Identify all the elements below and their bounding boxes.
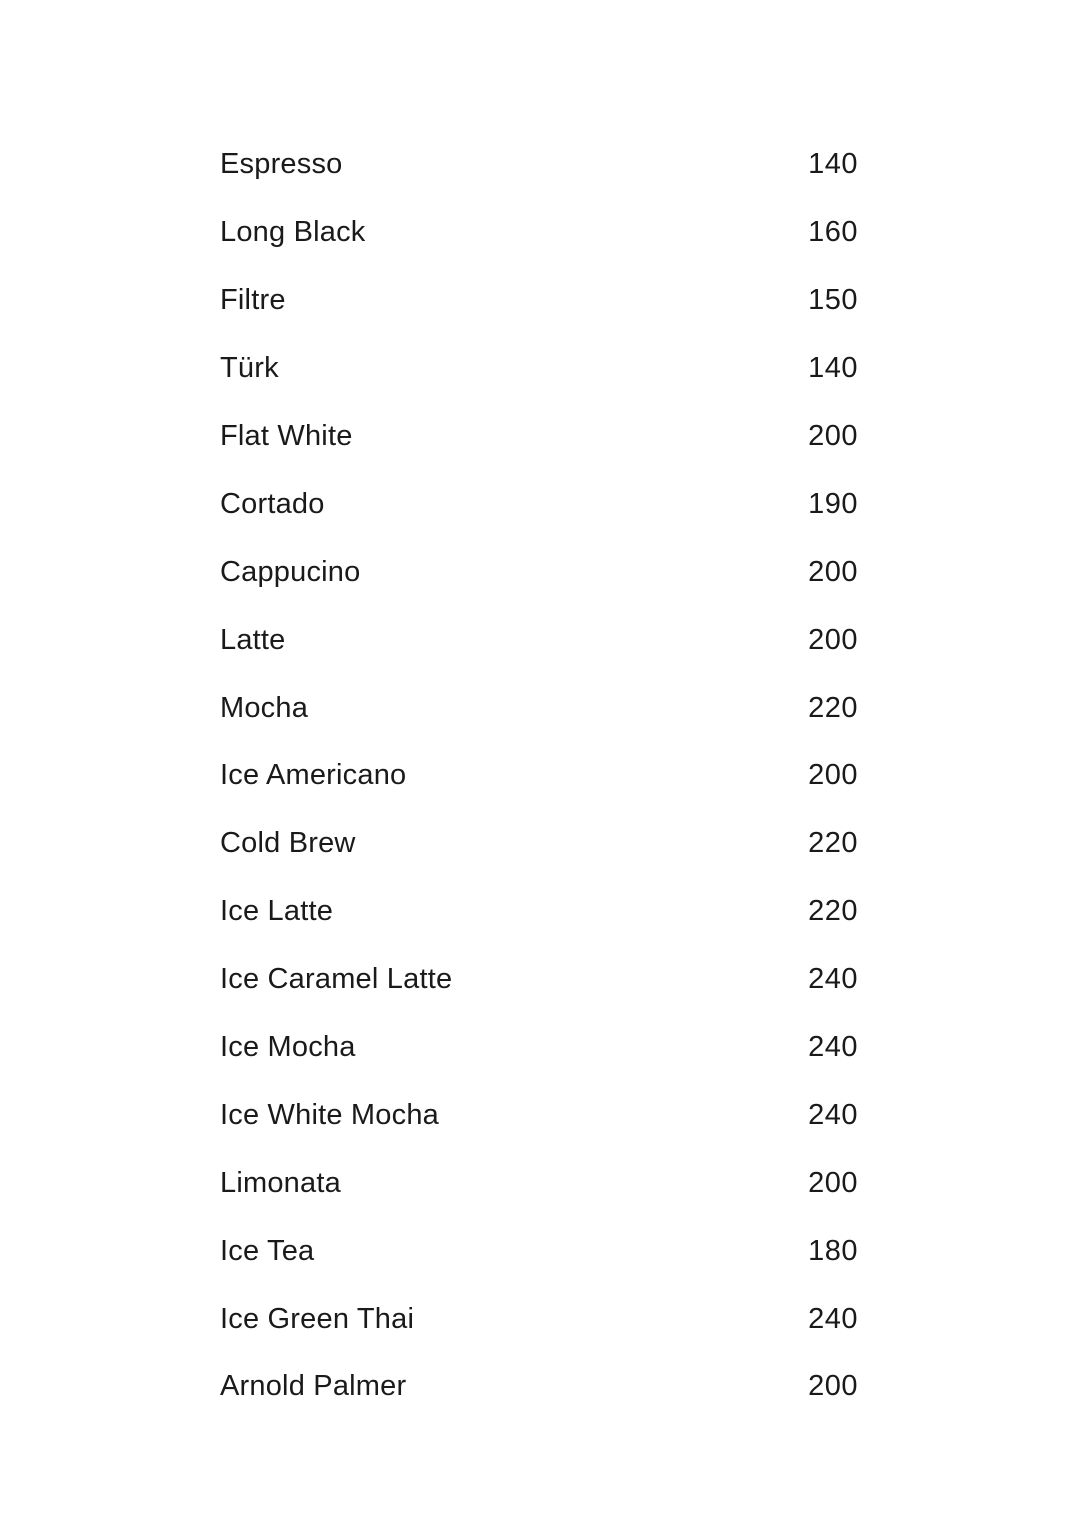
- item-name: Ice Green Thai: [220, 1302, 415, 1335]
- item-name: Türk: [220, 352, 279, 385]
- menu-row: [220, 810, 858, 878]
- menu-row: [220, 946, 858, 1014]
- item-price: 200: [808, 420, 858, 452]
- item-price: 220: [808, 691, 858, 724]
- item-name: Filtre: [220, 284, 286, 317]
- menu-row: [220, 1285, 858, 1353]
- menu-row: [220, 742, 858, 810]
- item-price: 240: [808, 1031, 858, 1064]
- item-price: 220: [808, 827, 858, 860]
- item-name: Ice Tea: [220, 1234, 315, 1267]
- item-name: Latte: [220, 623, 286, 656]
- item-price: 200: [808, 1370, 858, 1403]
- item-name: Cold Brew: [220, 827, 356, 860]
- item-name: Cortado: [220, 487, 325, 520]
- item-name: Ice Latte: [220, 895, 334, 928]
- item-price: 240: [808, 963, 858, 996]
- item-name: Ice Americano: [220, 759, 407, 792]
- menu-list: [220, 131, 858, 1421]
- menu-row: [220, 131, 858, 199]
- menu-row: [220, 1217, 858, 1285]
- item-price: 140: [808, 148, 858, 181]
- item-price: 160: [808, 216, 858, 249]
- item-name: Arnold Palmer: [220, 1370, 407, 1403]
- item-name: Mocha: [220, 691, 309, 724]
- item-price: 240: [808, 1098, 858, 1131]
- item-price: 200: [808, 623, 858, 656]
- menu-row: [220, 267, 858, 335]
- item-price: 150: [808, 284, 858, 317]
- menu-row: [220, 199, 858, 267]
- item-name: Long Black: [220, 216, 366, 249]
- item-price: 200: [808, 555, 858, 588]
- menu-row: [220, 878, 858, 946]
- menu-row: [220, 470, 858, 538]
- menu-row: [220, 674, 858, 742]
- item-price: 200: [808, 1166, 858, 1199]
- menu-row: [220, 1149, 858, 1217]
- menu-row: [220, 1014, 858, 1082]
- item-name: Flat White: [220, 420, 353, 452]
- item-price: 190: [808, 487, 858, 520]
- item-name: Espresso: [220, 148, 343, 181]
- item-price: 240: [808, 1302, 858, 1335]
- item-name: Ice White Mocha: [220, 1098, 439, 1131]
- menu-row: [220, 606, 858, 674]
- item-name: Limonata: [220, 1166, 341, 1199]
- menu-row: [220, 1353, 858, 1421]
- item-price: 140: [808, 352, 858, 385]
- item-price: 220: [808, 895, 858, 928]
- menu-row: [220, 403, 858, 471]
- menu-row: [220, 335, 858, 403]
- menu-row: [220, 538, 858, 606]
- item-name: Cappucino: [220, 555, 361, 588]
- item-price: 180: [808, 1234, 858, 1267]
- item-name: Ice Caramel Latte: [220, 963, 453, 996]
- item-price: 200: [808, 759, 858, 792]
- menu-row: [220, 1081, 858, 1149]
- item-name: Ice Mocha: [220, 1031, 356, 1064]
